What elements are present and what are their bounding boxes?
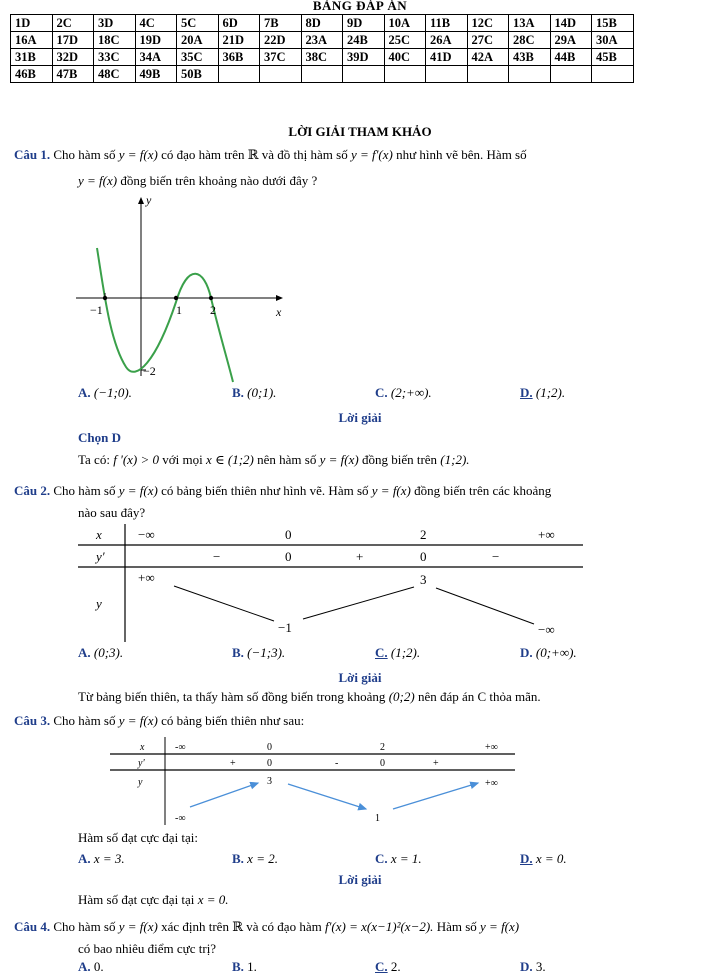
q2-stem — [14, 483, 551, 499]
q1-tick-label-2: 2 — [210, 303, 216, 317]
answer-key-cell: 2C — [52, 15, 94, 32]
q3-arrow-up-2 — [393, 783, 478, 809]
answer-key-cell: 19D — [135, 32, 177, 49]
q3-option-d-value: x = 0. — [535, 851, 567, 866]
answer-key-cell: 21D — [218, 32, 260, 49]
q1-sol-d: đồng biến trên — [361, 452, 438, 467]
q3-yp-val-1: + — [230, 758, 236, 769]
answer-key-cell: 50B — [177, 66, 219, 83]
q3-label: Câu 3. — [14, 713, 51, 728]
q1-sol-b: với mọi — [162, 452, 203, 467]
answer-key-cell: 9D — [343, 15, 385, 32]
q2-yp-val-4: 0 — [420, 549, 427, 564]
q3-solution-title: Lời giải — [338, 872, 382, 887]
answer-key-cell: 22D — [260, 32, 302, 49]
q1-label: Câu 1. — [14, 147, 51, 162]
q1-tick-label-neg2: −2 — [143, 364, 156, 378]
q1-point-neg1 — [103, 296, 107, 300]
q2-sol-a: Từ bảng biến thiên, ta thấy hàm số đồng biến trong khoảng — [78, 689, 386, 704]
q2-func-2: y = f(x) — [371, 483, 411, 498]
q3-x-val-2: 0 — [267, 742, 272, 753]
answer-key-cell: 45B — [592, 49, 634, 66]
answer-key-cell — [218, 66, 260, 83]
answer-key-cell: 49B — [135, 66, 177, 83]
q1-sol-f: y = f(x) — [319, 452, 359, 467]
q3-sol-a: Hàm số đạt cực đại tại — [78, 892, 195, 907]
answer-key-cell — [426, 66, 468, 83]
q1-option-d[interactable] — [520, 385, 565, 401]
q3-func: y = f(x) — [118, 713, 158, 728]
q1-option-a[interactable] — [78, 385, 132, 401]
q2-solution-title: Lời giải — [338, 670, 382, 685]
q3-solution-text — [78, 892, 228, 908]
q2-yp-val-2: 0 — [285, 549, 292, 564]
q1-text-c: như hình vẽ bên. Hàm số — [396, 147, 527, 162]
q3-yp-val-3: - — [335, 758, 339, 769]
q4-text-c: Hàm số — [436, 919, 477, 934]
q2-y-val-2: −1 — [278, 620, 292, 635]
q3-x-val-3: 2 — [380, 742, 385, 753]
answer-key-cell: 31B — [11, 49, 53, 66]
q4-option-b-value: 1. — [247, 959, 257, 974]
q1-solution-text — [78, 452, 470, 468]
q4-func: y = f(x) — [118, 919, 158, 934]
answer-key-cell: 25C — [384, 32, 426, 49]
q4-stem-line2: có bao nhiêu điểm cực trị? — [78, 941, 217, 956]
q1-sol-a: Ta có: — [78, 452, 110, 467]
q4-option-d-value: 3. — [535, 959, 546, 974]
answer-key-cell: 18C — [94, 32, 136, 49]
q1-sol-int: (1;2). — [440, 452, 470, 467]
answer-key-cell: 32D — [52, 49, 94, 66]
q3-stem — [14, 713, 304, 729]
answer-key-cell: 29A — [550, 32, 592, 49]
answer-key-cell — [343, 66, 385, 83]
q2-label: Câu 2. — [14, 483, 51, 498]
q3-row-x: x — [140, 742, 145, 753]
answer-key-cell: 44B — [550, 49, 592, 66]
q2-option-b[interactable] — [232, 645, 285, 661]
answer-key-cell: 16A — [11, 32, 53, 49]
answer-key-cell: 1D — [11, 15, 53, 32]
q1-option-c-value: (2;+∞). — [390, 385, 432, 400]
q1-choose: Chọn D — [78, 430, 121, 445]
q4-option-a-value: 0. — [93, 959, 104, 974]
answer-key-cell — [301, 66, 343, 83]
q1-option-b-value: (0;1). — [247, 385, 277, 400]
q3-option-c-letter: C. — [375, 851, 388, 866]
q2-arrow-down-2 — [436, 588, 534, 624]
q3-option-d[interactable] — [520, 851, 567, 867]
answer-key-cell: 43B — [509, 49, 551, 66]
answer-key-cell: 39D — [343, 49, 385, 66]
q4-option-c-value: 2. — [390, 959, 401, 974]
q4-option-a[interactable] — [78, 959, 104, 975]
q4-stem — [14, 919, 519, 935]
q1-x-label: x — [276, 305, 282, 319]
q1-option-d-letter: D. — [520, 385, 533, 400]
q3-x-val-4: +∞ — [485, 742, 498, 753]
answer-key-cell: 41D — [426, 49, 468, 66]
answer-key-row — [11, 32, 634, 49]
q1-option-c-letter: C. — [375, 385, 388, 400]
q1-option-d-value: (1;2). — [535, 385, 566, 400]
q4-option-c[interactable] — [375, 959, 401, 975]
q3-option-d-letter: D. — [520, 851, 533, 866]
q3-row-y: y — [138, 777, 143, 788]
answer-key-cell: 8D — [301, 15, 343, 32]
q4-option-d[interactable] — [520, 959, 546, 975]
q2-x-val-1: −∞ — [138, 527, 155, 542]
q1-derivative: y = f'(x) — [350, 147, 393, 162]
q3-y-val-2: 3 — [267, 776, 272, 787]
q4-option-b-letter: B. — [232, 959, 244, 974]
q3-option-b-letter: B. — [232, 851, 244, 866]
answer-key-row — [11, 49, 634, 66]
answer-key-cell: 11B — [426, 15, 468, 32]
q3-variation-table — [110, 737, 515, 825]
answer-key-cell: 42A — [467, 49, 509, 66]
answer-key-cell: 36B — [218, 49, 260, 66]
q1-tick-label-1: 1 — [176, 303, 182, 317]
q2-y-val-3: 3 — [420, 572, 427, 587]
q2-option-b-value: (−1;3). — [247, 645, 286, 660]
q3-option-b-value: x = 2. — [247, 851, 278, 866]
answer-key-cell: 26A — [426, 32, 468, 49]
answer-key-cell: 14D — [550, 15, 592, 32]
q1-tick-label-neg1: −1 — [90, 303, 103, 317]
q1-line2-text: đồng biến trên khoảng nào dưới đây ? — [120, 173, 318, 188]
q2-row-yp: y′ — [96, 549, 105, 564]
answer-key-cell: 23A — [301, 32, 343, 49]
answer-key-cell: 46B — [11, 66, 53, 83]
answer-key-cell: 28C — [509, 32, 551, 49]
q3-yp-val-4: 0 — [380, 758, 385, 769]
answer-key-cell: 5C — [177, 15, 219, 32]
q1-option-b-letter: B. — [232, 385, 244, 400]
q2-option-a[interactable] — [78, 645, 123, 661]
q3-row-yp: y' — [138, 758, 145, 769]
q3-yp-val-2: 0 — [267, 758, 272, 769]
q3-sol-val: x = 0. — [197, 892, 229, 907]
answer-key-cell — [550, 66, 592, 83]
q1-y-label: y — [146, 193, 152, 207]
q3-y-val-3: 1 — [375, 813, 380, 824]
q1-stem — [14, 147, 527, 163]
answer-key-cell: 47B — [52, 66, 94, 83]
q2-text-a: Cho hàm số — [53, 483, 116, 498]
answer-key-cell — [467, 66, 509, 83]
answer-key-cell: 15B — [592, 15, 634, 32]
answer-key-cell: 17D — [52, 32, 94, 49]
q2-sol-int: (0;2) — [388, 689, 415, 704]
answer-key-cell: 20A — [177, 32, 219, 49]
q3-option-a[interactable] — [78, 851, 125, 867]
q2-sol-b: nên đáp án C thỏa mãn. — [417, 689, 541, 704]
answer-key-cell: 10A — [384, 15, 426, 32]
q2-stem-line2: nào sau đây? — [78, 505, 146, 520]
q2-y-val-4: −∞ — [538, 622, 555, 637]
q2-option-d-value: (0;+∞). — [535, 645, 577, 660]
answer-key-cell: 33C — [94, 49, 136, 66]
q1-sol-ineq: f '(x) > 0 — [113, 452, 160, 467]
q1-text-b: có đạo hàm trên ℝ và đồ thị hàm số — [161, 147, 348, 162]
answer-key-table — [10, 14, 634, 83]
q2-yp-val-1: − — [213, 549, 221, 564]
answer-key-cell: 6D — [218, 15, 260, 32]
answer-key-cell: 48C — [94, 66, 136, 83]
q2-yp-val-5: − — [492, 549, 500, 564]
q1-point-1 — [174, 296, 178, 300]
q2-option-d[interactable] — [520, 645, 577, 661]
answer-key-cell: 40C — [384, 49, 426, 66]
answer-key-cell — [592, 66, 634, 83]
q1-text-a: Cho hàm số — [53, 147, 116, 162]
q2-option-d-letter: D. — [520, 645, 533, 660]
q1-derivative-graph — [76, 192, 296, 384]
answer-key-cell: 13A — [509, 15, 551, 32]
q2-option-c[interactable] — [375, 645, 420, 661]
answer-key-cell: 38C — [301, 49, 343, 66]
q3-arrow-down — [288, 784, 366, 809]
q1-func-2: y = f(x) — [78, 173, 118, 188]
answer-key-row — [11, 15, 634, 32]
q1-solution-title: Lời giải — [338, 410, 382, 425]
answer-key-title: BẢNG ĐÁP ÁN — [312, 0, 408, 13]
q4-text-b: xác định trên ℝ và có đạo hàm — [161, 919, 322, 934]
q4-text-a: Cho hàm số — [53, 919, 116, 934]
q3-x-val-1: -∞ — [175, 742, 186, 753]
answer-key-cell — [509, 66, 551, 83]
q3-option-c-value: x = 1. — [390, 851, 422, 866]
answer-key-row — [11, 66, 634, 83]
q4-option-c-letter: C. — [375, 959, 388, 974]
q2-yp-val-3: + — [356, 549, 364, 564]
answer-key-cell: 3D — [94, 15, 136, 32]
q2-variation-table — [78, 524, 583, 642]
q2-x-val-4: +∞ — [538, 527, 555, 542]
q2-option-c-value: (1;2). — [390, 645, 421, 660]
q4-label: Câu 4. — [14, 919, 51, 934]
answer-key-cell: 34A — [135, 49, 177, 66]
answer-key-cell: 35C — [177, 49, 219, 66]
q2-text-b: có bảng biến thiên như hình vẽ. Hàm số — [161, 483, 369, 498]
answer-key-cell: 30A — [592, 32, 634, 49]
q2-x-val-3: 2 — [420, 527, 427, 542]
q2-func: y = f(x) — [118, 483, 158, 498]
q3-text-a: Cho hàm số — [53, 713, 116, 728]
q2-solution-text — [78, 689, 541, 705]
answer-key-cell: 4C — [135, 15, 177, 32]
q3-text-b: có bảng biến thiên như sau: — [161, 713, 305, 728]
answer-key-cell: 24B — [343, 32, 385, 49]
q3-option-a-value: x = 3. — [93, 851, 125, 866]
q3-question: Hàm số đạt cực đại tại: — [78, 830, 199, 845]
q2-row-x: x — [96, 527, 102, 542]
q4-option-d-letter: D. — [520, 959, 533, 974]
answer-key-cell: 12C — [467, 15, 509, 32]
answer-key-cell: 7B — [260, 15, 302, 32]
q3-arrow-up-1 — [190, 783, 258, 807]
q4-option-a-letter: A. — [78, 959, 91, 974]
q1-func: y = f(x) — [118, 147, 158, 162]
q2-option-b-letter: B. — [232, 645, 244, 660]
q1-sol-c: nên hàm số — [257, 452, 317, 467]
q2-option-c-letter: C. — [375, 645, 388, 660]
q1-option-a-letter: A. — [78, 385, 91, 400]
q4-option-b[interactable] — [232, 959, 257, 975]
q3-y-val-1: -∞ — [175, 813, 186, 824]
q3-option-b[interactable] — [232, 851, 278, 867]
section-title: LỜI GIẢI THAM KHẢO — [288, 124, 432, 139]
q2-row-y: y — [96, 596, 102, 611]
q1-stem-line2 — [78, 173, 317, 189]
q4-func-2: y = f(x) — [480, 919, 520, 934]
q2-arrow-up — [303, 587, 414, 619]
q2-text-c: đồng biến trên các khoảng — [414, 483, 552, 498]
q3-yp-val-5: + — [433, 758, 439, 769]
q3-y-val-4: +∞ — [485, 778, 498, 789]
answer-key-cell — [260, 66, 302, 83]
q2-arrow-down-1 — [174, 586, 274, 621]
q3-option-c[interactable] — [375, 851, 422, 867]
answer-key-cell: 37C — [260, 49, 302, 66]
q2-option-a-letter: A. — [78, 645, 91, 660]
answer-key-cell — [384, 66, 426, 83]
q2-y-val-1: +∞ — [138, 570, 155, 585]
q3-option-a-letter: A. — [78, 851, 91, 866]
q1-point-2 — [209, 296, 213, 300]
q2-x-val-2: 0 — [285, 527, 292, 542]
q1-option-b[interactable] — [232, 385, 276, 401]
q1-sol-dom: x ∈ (1;2) — [206, 452, 254, 467]
answer-key-cell: 27C — [467, 32, 509, 49]
q2-option-a-value: (0;3). — [93, 645, 124, 660]
q1-option-c[interactable] — [375, 385, 432, 401]
q4-derivative: f′(x) = x(x−1)²(x−2). — [324, 919, 434, 934]
q1-option-a-value: (−1;0). — [93, 385, 132, 400]
